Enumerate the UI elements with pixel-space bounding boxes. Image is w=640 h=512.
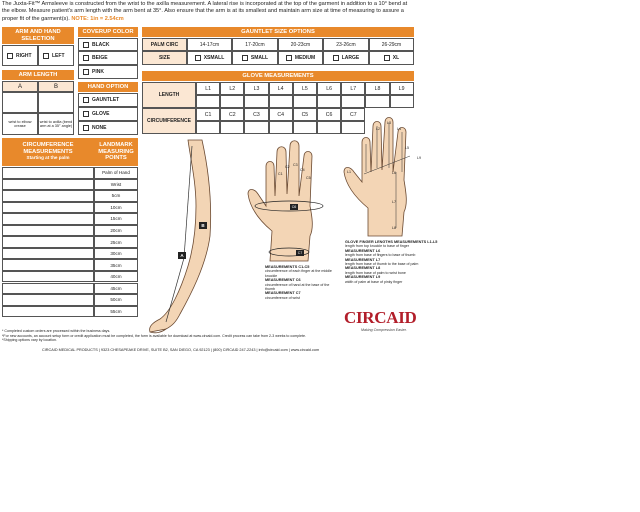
annotation-c1-c5: MEASUREMENTS C1-C5 circumference of each finger at the middle knuckle: [265, 265, 332, 278]
palm-circ-label: PALM CIRC: [142, 38, 187, 51]
length-marker-l9: L9: [417, 156, 421, 160]
landmark-point: 10cm: [94, 202, 138, 214]
glove-circ-col-header: C4: [269, 108, 293, 121]
coverup-color-header: COVERUP COLOR: [78, 27, 138, 37]
gauntlet-size-table: [142, 38, 414, 65]
glove-length-input[interactable]: [390, 95, 414, 108]
circumference-input[interactable]: [2, 283, 94, 295]
glove-circ-col-header: C6: [317, 108, 341, 121]
wrist-marker-c7: C7: [297, 251, 303, 255]
arm-length-desc-a: wrist to elbow crease: [2, 113, 38, 135]
glove-circ-input[interactable]: [244, 121, 268, 134]
glove-length-input[interactable]: [293, 95, 317, 108]
gauntlet-size-header: GAUNTLET SIZE OPTIONS: [142, 27, 414, 37]
length-marker-l5: L5: [405, 146, 409, 150]
annotations-lengths: [345, 240, 445, 284]
length-marker-l8: L8: [392, 226, 396, 230]
option-black[interactable]: BLACK: [78, 38, 138, 51]
checkbox-icon[interactable]: [242, 55, 248, 61]
arm-length-col-b: B: [38, 81, 74, 92]
option-right[interactable]: RIGHT: [2, 45, 38, 66]
finger-marker-c5: C5: [306, 176, 311, 180]
glove-length-col-header: L4: [269, 82, 293, 95]
finger-marker-c4: C4: [300, 168, 305, 172]
glove-length-col-header: L8: [365, 82, 389, 95]
hand-illustration-lengths: [340, 116, 430, 240]
checkbox-icon[interactable]: [7, 53, 13, 59]
circumference-input[interactable]: [2, 202, 94, 214]
annotation-c7: MEASUREMENT C7 circumference of wrist: [265, 291, 301, 300]
annotation-l9: MEASUREMENT L9 width of palm at base of pinky finger: [345, 275, 403, 284]
footnote: *Shipping options vary by location.: [2, 338, 57, 343]
palm-range: 17-20cm: [232, 38, 278, 51]
size-option[interactable]: SMALL: [232, 51, 278, 65]
glove-length-col-header: L9: [390, 82, 414, 95]
unit-note: NOTE: 1in = 2.54cm: [71, 15, 124, 22]
arm-hand-selection-header: ARM AND HAND SELECTION: [2, 27, 74, 44]
glove-length-col-header: L3: [244, 82, 268, 95]
option-glove[interactable]: GLOVE: [78, 107, 138, 121]
glove-circ-input[interactable]: [317, 121, 341, 134]
circumference-input[interactable]: [2, 271, 94, 283]
annotations-circumference: [265, 265, 337, 300]
circumference-input[interactable]: [2, 294, 94, 306]
palm-marker-c6: C6: [291, 205, 297, 209]
footnote: * Completed custom orders are processed within the business days.: [2, 329, 111, 333]
palm-range: 26-29cm: [369, 38, 414, 51]
landmark-point: 5cm: [94, 190, 138, 202]
annotation-l7: MEASUREMENT L7 length from base of thumb to the base of palm: [345, 257, 419, 267]
hand-illustration-circumference: [240, 136, 340, 266]
glove-circ-col-header: C2: [220, 108, 244, 121]
footnote: *For new accounts, an account setup form or credit application must be completed, the form is available for download at www.circaid.com. Credit process can take from 2-3 weeks to complete.: [2, 333, 307, 338]
intro-text: The Juxta-Fit™ Armsleeve is constructed from the wrist to the axilla measurement. A lateral rise is incorporated at the top of the garment in addition to a 10° bend at the elbow. Measure patient's arm length with the arm bent at 35°. Also ensure that the arm is at its smallest and maintain arm size at time of measuring to assure a proper fit of the garment(s).: [2, 1, 408, 22]
size-option[interactable]: MEDIUM: [278, 51, 323, 65]
landmark-point: 50cm: [94, 294, 138, 306]
landmark-point: 20cm: [94, 225, 138, 237]
footnotes: [2, 329, 372, 343]
arm-length-input-b[interactable]: [38, 92, 74, 113]
finger-marker-c2: C2: [285, 165, 290, 169]
annotation-c6: MEASUREMENT C6 circumference of hand at the base of the thumb: [265, 278, 330, 292]
checkbox-icon[interactable]: [286, 55, 292, 61]
logo-tagline: Making Compression Easier.: [361, 328, 407, 332]
glove-circ-input[interactable]: [293, 121, 317, 134]
checkbox-icon[interactable]: [43, 53, 49, 59]
arm-length-desc-b: wrist to axilla (bend arm at a 35° angle): [38, 113, 74, 135]
palm-range: 23-26cm: [323, 38, 369, 51]
glove-length-input[interactable]: [317, 95, 341, 108]
glove-measurements-header: GLOVE MEASUREMENTS: [142, 71, 414, 81]
length-marker-l6: L6: [392, 171, 396, 175]
arm-marker-b: B: [199, 222, 207, 229]
annotation-l6: MEASUREMENT L6 length from base of fingers to base of thumb: [345, 248, 416, 258]
landmark-point: 30cm: [94, 248, 138, 260]
checkbox-icon[interactable]: [83, 97, 89, 103]
arm-illustration: [140, 136, 240, 336]
finger-marker-c3: C3: [293, 163, 298, 167]
glove-circumference-label: CIRCUMFERENCE: [142, 108, 196, 134]
arm-length-header: ARM LENGTH: [2, 70, 74, 80]
finger-marker-c1: C1: [278, 172, 283, 176]
annotation-l1-l5: GLOVE FINGER LENGTHS MEASUREMENTS L1-L5 length from top knuckle to base of finger: [345, 240, 438, 249]
intro-paragraph: [2, 1, 412, 23]
circumference-input[interactable]: [2, 306, 94, 318]
option-left[interactable]: LEFT: [38, 45, 74, 66]
length-marker-l1: L1: [347, 170, 351, 174]
option-gauntlet[interactable]: GAUNTLET: [78, 93, 138, 107]
arm-marker-a: A: [178, 252, 186, 259]
glove-length-input[interactable]: [220, 95, 244, 108]
glove-length-col-header: L2: [220, 82, 244, 95]
checkbox-icon[interactable]: [195, 55, 201, 61]
circumference-input[interactable]: [2, 236, 94, 248]
landmark-header: LANDMARK MEASURING POINTS: [94, 138, 138, 166]
circumference-input[interactable]: [2, 179, 94, 191]
length-marker-l2: L2: [376, 127, 380, 131]
checkbox-icon[interactable]: [333, 55, 339, 61]
checkbox-icon[interactable]: [83, 55, 89, 61]
circaid-logo: CIRCAID: [344, 308, 417, 327]
glove-length-input[interactable]: [269, 95, 293, 108]
glove-length-input[interactable]: [341, 95, 365, 108]
length-marker-l7: L7: [392, 200, 396, 204]
size-option[interactable]: LARGE: [323, 51, 369, 65]
landmark-point: 55cm: [94, 306, 138, 318]
landmark-point: 25cm: [94, 236, 138, 248]
checkbox-icon[interactable]: [83, 111, 89, 117]
circumference-input[interactable]: [2, 190, 94, 202]
arm-length-col-a: A: [2, 81, 38, 92]
circumference-input[interactable]: [2, 225, 94, 237]
arm-length-input-a[interactable]: [2, 92, 38, 113]
glove-length-input[interactable]: [365, 95, 389, 108]
length-marker-l4: L4: [397, 127, 401, 131]
glove-circ-col-header: C5: [293, 108, 317, 121]
glove-circ-col-header: C7: [341, 108, 365, 121]
palm-range: 14-17cm: [187, 38, 232, 51]
hand-option-header: HAND OPTION: [78, 82, 138, 92]
option-beige[interactable]: BEIGE: [78, 51, 138, 65]
checkbox-icon[interactable]: [83, 42, 89, 48]
checkbox-icon[interactable]: [83, 125, 89, 131]
circumference-input[interactable]: [2, 259, 94, 271]
circumference-input[interactable]: [2, 167, 94, 179]
landmark-point: Wrist: [94, 179, 138, 191]
size-option[interactable]: XL: [369, 51, 414, 65]
length-marker-l3: L3: [387, 121, 391, 125]
glove-circ-col-header: C3: [244, 108, 268, 121]
landmark-point: 45cm: [94, 283, 138, 295]
circumference-input[interactable]: [2, 248, 94, 260]
glove-length-col-header: L6: [317, 82, 341, 95]
landmark-point: 35cm: [94, 259, 138, 271]
circumference-input[interactable]: [2, 213, 94, 225]
checkbox-icon[interactable]: [83, 69, 89, 75]
glove-length-col-header: L1: [196, 82, 220, 95]
glove-circ-input[interactable]: [196, 121, 220, 134]
option-none[interactable]: NONE: [78, 121, 138, 135]
glove-length-input[interactable]: [196, 95, 220, 108]
size-label: SIZE: [142, 51, 187, 65]
checkbox-icon[interactable]: [384, 55, 390, 61]
glove-circ-input[interactable]: [269, 121, 293, 134]
landmark-point: Palm of Hand: [94, 167, 138, 179]
glove-circ-col-header: C1: [196, 108, 220, 121]
landmark-point: 15cm: [94, 213, 138, 225]
glove-length-input[interactable]: [244, 95, 268, 108]
option-pink[interactable]: PINK: [78, 65, 138, 79]
footer-contact: CIRCAID MEDICAL PRODUCTS | 9323 CHESAPEAKE DRIVE, SUITE B2, SAN DIEGO, CA 92123 | (800) CIRCAID 247-2243 | info@circaid.com | www.circaid.com: [42, 348, 320, 352]
landmark-point: 40cm: [94, 271, 138, 283]
size-option[interactable]: XSMALL: [187, 51, 232, 65]
glove-length-label: LENGTH: [142, 82, 196, 108]
palm-range: 20-23cm: [278, 38, 323, 51]
glove-circ-input[interactable]: [220, 121, 244, 134]
annotation-l8: MEASUREMENT L8 length from base of palm to wrist bone: [345, 266, 406, 275]
glove-length-col-header: L5: [293, 82, 317, 95]
glove-length-col-header: L7: [341, 82, 365, 95]
circumference-header: CIRCUMFERENCE MEASUREMENTS Starting at the palm: [2, 138, 94, 166]
